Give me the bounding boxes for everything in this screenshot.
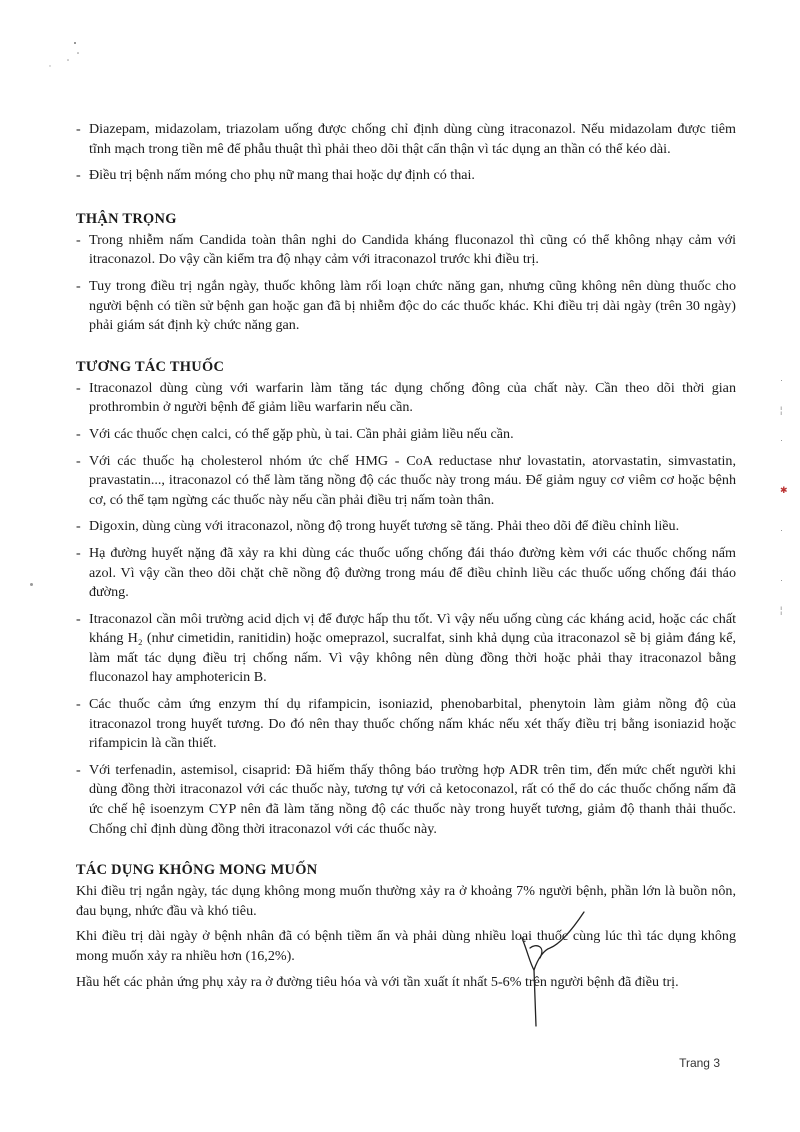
contraindications-list [76,120,736,186]
list-item: - Điều trị bệnh nấm móng cho phụ nữ mang thai hoặc dự định có thai. [76,166,736,186]
list-item: - Digoxin, dùng cùng với itraconazol, nồng độ trong huyết tương sẽ tăng. Phải theo dõi để điều chỉnh liều. [76,517,736,537]
list-item: - Itraconazol cần môi trường acid dịch vị để được hấp thu tốt. Vì vậy nếu uống cùng các kháng acid, hoặc các chất kháng H₂ (như cimetidin, ranitidin) hoặc omeprazol, sucralfat, sinh khả dụng của itraconazol sẽ bị giảm đáng kể, làm mất tác dụng điều trị chống nấm. Vì vậy không nên dùng đồng thời hoặc phải thay itraconazol bằng fluconazol hay amphotericin B. [76,610,736,688]
section-title-precautions: THẬN TRỌNG [76,210,177,227]
document-page [76,120,736,998]
list-item: - Với các thuốc chẹn calci, có thể gặp phù, ù tai. Cần phải giảm liều nếu cần. [76,425,736,445]
section-title-interactions: TƯƠNG TÁC THUỐC [76,358,225,375]
scan-edge-marks: · ¦ · ✱ · · ¦ [780,375,788,615]
list-item: - Các thuốc cảm ứng enzym thí dụ rifampicin, isoniazid, phenobarbital, phenytoin làm giảm nồng độ của itraconazol trong huyết tương. Do đó nên thay thuốc chống nấm khác nếu xét thấy điều trị bằng isoniazid hoặc rifampicin là cần thiết. [76,695,736,754]
interactions-list [76,379,736,839]
list-item: - Với terfenadin, astemisol, cisaprid: Đã hiếm thấy thông báo trường hợp ADR trên tim, đến mức chết người khi dùng đồng thời itraconazol với các thuốc này, tương tự với cả ketoconazol, rất có thể do các thuốc chống nấm đã ức chế hệ isoenzym CYP nên đã làm tăng nồng độ các thuốc này trong huyết tương, giảm độ thanh thải thuốc. Chống chỉ định dùng đồng thời itraconazol với các thuốc này. [76,761,736,839]
scan-specks [40,38,100,78]
list-item: - Itraconazol dùng cùng với warfarin làm tăng tác dụng chống đông của chất này. Cần theo dõi thời gian prothrombin ở người bệnh để giảm liều warfarin nếu cần. [76,379,736,418]
page-number: Trang 3 [679,1056,720,1070]
list-item: - Hạ đường huyết nặng đã xảy ra khi dùng các thuốc uống chống đái tháo đường kèm với các thuốc chống nấm azol. Vì vậy cần theo dõi chặt chẽ nồng độ đường trong máu để điều chỉnh liều các thuốc uống chống đái tháo đường. [76,544,736,603]
scan-speck [30,583,33,586]
precautions-list [76,231,736,336]
list-item: - Tuy trong điều trị ngắn ngày, thuốc không làm rối loạn chức năng gan, nhưng cũng không nên dùng thuốc cho người bệnh có tiền sử bệnh gan hoặc gan đã bị nhiễm độc do các thuốc khác. Khi điều trị dài ngày (trên 30 ngày) phải giám sát định kỳ chức năng gan. [76,277,736,336]
paragraph: Khi điều trị ngắn ngày, tác dụng không mong muốn thường xảy ra ở khoảng 7% người bệnh, phần lớn là buồn nôn, đau bụng, nhức đầu và khó tiêu. [76,883,736,919]
handwritten-signature [500,908,610,1028]
paragraph: Hầu hết các phản ứng phụ xảy ra ở đường tiêu hóa và với tần xuất ít nhất 5-6% trên người bệnh đã điều trị. [76,973,679,990]
list-item: - Diazepam, midazolam, triazolam uống được chống chỉ định dùng cùng itraconazol. Nếu midazolam được tiêm tĩnh mạch trong tiền mê để phẫu thuật thì phải theo dõi thật cẩn thận vì tác dụng an thần có thể kéo dài. [76,120,736,159]
list-item: - Trong nhiễm nấm Candida toàn thân nghi do Candida kháng fluconazol thì cũng có thể không nhạy cảm với itraconazol. Do vậy cần kiểm tra độ nhạy cảm với itraconazol trước khi điều trị. [76,231,736,270]
paragraph: Khi điều trị dài ngày ở bệnh nhân đã có bệnh tiềm ẩn và phải dùng nhiều loại thuốc cùng lúc thì tác dụng không mong muốn xảy ra nhiều hơn (16,2%). [76,928,736,964]
list-item: - Với các thuốc hạ cholesterol nhóm ức chế HMG - CoA reductase như lovastatin, atorvastatin, simvastatin, pravastatin..., itraconazol có thể làm tăng nồng độ các thuốc này trong máu. Để giảm nguy cơ viêm cơ hoặc bệnh cơ, có thể tạm ngừng các thuốc này nếu cần phải điều trị nấm toàn thân. [76,452,736,511]
section-title-adverse-effects: TÁC DỤNG KHÔNG MONG MUỐN [76,862,318,879]
